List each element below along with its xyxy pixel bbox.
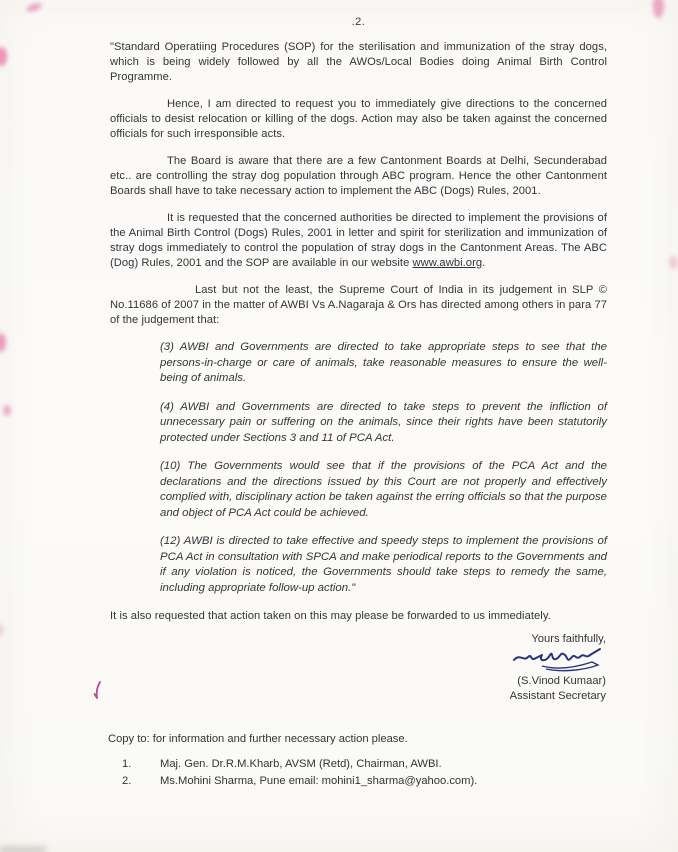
scan-smudge	[669, 256, 678, 269]
page-number: .2.	[351, 16, 366, 28]
item-number: 2.	[122, 775, 132, 787]
signature-block	[110, 632, 607, 704]
paragraph-action-request: It is also requested that action taken on this may please be forwarded to us immediately.	[110, 610, 551, 622]
copy-to-list	[110, 757, 607, 789]
website-link[interactable]: www.awbi.org	[412, 257, 483, 269]
copy-to-section	[110, 732, 607, 789]
copy-to-item	[110, 757, 607, 772]
scan-smudge	[0, 333, 6, 352]
letter-body	[110, 16, 607, 791]
paragraph-request-directions: Hence, I am directed to request you to immediately give directions to the concerned officials to desist relocation or killing of the dogs. Action may also be taken against the concerned officials for such irresponsible acts.	[110, 98, 607, 140]
paragraph-sop: "Standard Operatiing Procedures (SOP) for the sterilisation and immunization of the stray dogs, which is being widely followed by all the AWOs/Local Bodies doing Animal Birth Control Programme.	[110, 41, 607, 83]
signatory-title: Assistant Secretary	[509, 690, 606, 702]
item-number: 1.	[122, 758, 132, 770]
judgement-quote-12: (12) AWBI is directed to take effective and speedy steps to implement the provisions of PCA Act in consultation with SPCA and make periodical reports to the Governments and if any violation is noticed, the Governments should take steps to remedy the same, including appropriate follow-up action."	[160, 535, 607, 594]
scan-edge-shadow	[0, 846, 46, 852]
paragraph-text: It is requested that the concerned authorities be directed to implement the provisions of the Animal Birth Control (Dogs) Rules, 2001 in letter and spirit for sterilization and immunization of stray dogs immediately to control the population of stray dogs in the Cantonment Areas. The ABC (Dog) Rules, 2001 and the SOP are available in our website	[110, 212, 607, 269]
signatory-name: (S.Vinod Kumaar)	[517, 675, 606, 687]
scan-smudge	[0, 47, 7, 66]
judgement-quote-4: (4) AWBI and Governments are directed to take steps to prevent the infliction of unnecessary pain or suffering on the animals, since their rights have been statutorily protected under Sections 3 and 11 of PCA Act.	[160, 400, 607, 444]
paragraph-abc-rules	[110, 211, 607, 271]
scan-smudge	[3, 405, 11, 416]
paragraph-suffix: .	[482, 257, 486, 269]
judgement-quote-10: (10) The Governments would see that if the provisions of the PCA Act and the declarations and the directions issued by this Court are not properly and effectively complied with, disciplinary action be taken against the erring officials so that the purpose and object of PCA Act could be achieved.	[160, 460, 607, 519]
signature	[512, 645, 604, 675]
copy-to-item	[110, 774, 607, 789]
item-text: Maj. Gen. Dr.R.M.Kharb, AVSM (Retd), Chairman, AWBI.	[160, 758, 442, 770]
scan-smudge	[25, 2, 42, 14]
item-text: Ms.Mohini Sharma, Pune email: mohini1_sharma@yahoo.com).	[160, 775, 478, 787]
paragraph-cantonment-boards: The Board is aware that there are a few Cantonment Boards at Delhi, Secunderabad etc.. are controlling the stray dog population through ABC program. Hence the other Cantonment Boards shall have to take necessary action to implement the ABC (Dogs) Rules, 2001.	[110, 155, 607, 197]
scan-smudge	[0, 624, 4, 636]
closing-salutation: Yours faithfully,	[531, 633, 606, 645]
paragraph-supreme-court: Last but not the least, the Supreme Court of India in its judgement in SLP © No.11686 of 2007 in the matter of AWBI Vs A.Nagaraja & Ors has directed among others in para 77 of the judgement that:	[110, 284, 607, 326]
pen-mark	[90, 680, 106, 702]
copy-to-label: Copy to: for information and further necessary action please.	[108, 733, 408, 745]
judgement-quote-3: (3) AWBI and Governments are directed to take appropriate steps to see that the persons-in-charge or care of animals, take reasonable measures to ensure the well-being of animals.	[160, 341, 607, 384]
scan-smudge	[653, 0, 664, 18]
